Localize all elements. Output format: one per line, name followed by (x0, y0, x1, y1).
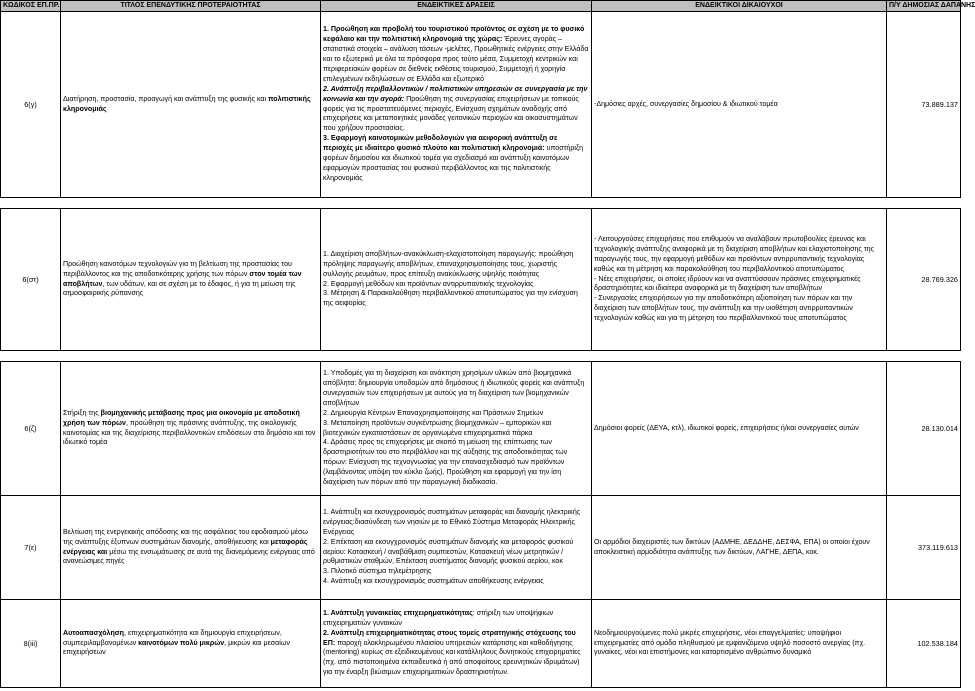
table-row (1, 362, 961, 496)
row-amount: 28.130.014 (887, 362, 961, 496)
row-actions: 1. Ανάπτυξη και εκσυγχρονισμός συστημάτων μεταφοράς και διανομής ηλεκτρικής ενέργειας:διασύνδεση των νησιών με το Εθνικό Σύστημα Μεταφοράς Ηλεκτρικής Ενέργειας 2. Επέκταση και εκσυγχρονισμός συστημάτων διανομής και μεταφοράς φυσικού αερίου: Κατασκευή / αναβάθμιση συμπιεστών, Κατασκευή νέων μετρητικών / ρυθμιστικών σταθμών, Επέκταση συστήματος διανομής φυσικού αερίου, κοκ 3. Πιλοτικό σύστημα τηλεμέτρησης 4. Ανάπτυξη και εκσυγχρονισμός συστημάτων αποθήκευσης ενέργειας (321, 496, 592, 600)
header-code: ΚΩΔΙΚΟΣ ΕΠ.ΠΡ. (1, 1, 61, 12)
row-actions: 1. Διαχείριση αποβλήτων-ανακύκλωση-ελαχιστοποίηση παραγωγής: προώθηση πρόληψης παραγωγής αποβλήτων, επαναχρησιμοποίησης τους, χωριστής συλλογής ρευμάτων, προς επίτευξη ανακύκλωσης υψηλής ποιότητας 2. Εφαρμογή μεθόδων και προϊόντων αντιρρυπαντικής τεχνολογίας 3. Μέτρηση & Παρακολούθηση περιβαλλοντικού αποτυπώματος για την ενίσχυση της αειφορίας (321, 209, 592, 351)
row-title: Βελτίωση της ενεργειακής απόδοσης και της ασφάλειας του εφοδιασμού μέσω της ανάπτυξης έξυπνων συστημάτων διανομής, αποθήκευσης και μεταφοράς ενέργειας και μέσω της ενσωμάτωσης σε αυτά της διανεμόμενης ενέργειας από ανανεώσιμες πηγές (61, 496, 321, 600)
row-code: 8(iii) (1, 600, 61, 688)
table-row (1, 496, 961, 600)
row-actions: 1. Υποδομές για τη διαχείριση και ανάκτηση χρησίμων υλικών από βιομηχανικά απόβλητα: δημιουργία υποδομών από δημόσιους ή ιδιωτικούς φορείς και ανάπτυξη συνεργασιών των επιχειρήσεων με αυτούς για τη διαχείριση των βιομηχανικών αποβλήτων 2. Δημιουργία Κέντρων Επαναχρησιμοποίησης και Πράσινων Σημείων 3. Μεταποίηση προϊόντων συγκέντρωσης βιομηχανικών – εμπορικών και βιοτεχνικών εγκαταστάσεων σε οργανωμένα επιχειρηματικά πάρκα 4. Δράσεις προς τις επιχειρήσεις με σκοπό τη μείωση της επίπτωσης των δραστηριοτήτων του στο περιβάλλον και της αύξησης της αποδοτικότητας των πόρων: Ενίσχυση της τεχνογνωσίας για την επανασχεδιασμό των προϊόντων (λαμβάνοντας υπόψη τον κύκλο ζωής), Προώθηση και εφαρμογή για την ίση διαχείριση των πόρων από την παραγωγική διαδικασία. (321, 362, 592, 496)
row-code: 6(γ) (1, 12, 61, 198)
header-priority: ΤΙΤΛΟΣ ΕΠΕΝΔΥΤΙΚΗΣ ΠΡΟΤΕΡΑΙΟΤΗΤΑΣ (61, 1, 321, 12)
row-title: Στήριξη της βιομηχανικής μετάβασης προς μια οικονομία με αποδοτική χρήση των πόρων, προώθηση της πράσινης ανάπτυξης, της οικολογικής καινοτομίας και της διαχείρισης περιβαλλοντικών επιδόσεων στο δημόσιο και τον ιδιωτικό τομέα (61, 362, 321, 496)
row-title: Αυτοαπασχόληση, επιχειρηματικότητα και δημιουργία επιχειρήσεων, συμπεριλαμβανομένων καινοτόμων πολύ μικρών, μικρών και μεσαίων επιχειρήσεων (61, 600, 321, 688)
row-spacer (1, 351, 961, 362)
row-beneficiaries: Νεοδημιουργούμενες πολύ μικρές επιχειρήσεις, νέοι επαγγελματίες: υποψήφιοι επιχειρηματίες από ομάδα πληθυσμού με εμφανιζόμενο υψηλό ποσοστό ανεργίας (πχ. γυναίκες, νέοι και επιστήμονες και καταρτισμένο ανθρώπινο δυναμικό (592, 600, 887, 688)
header-actions: ΕΝΔΕΙΚΤΙΚΕΣ ΔΡΑΣΕΙΣ (321, 1, 592, 12)
row-title: Προώθηση καινοτόμων τεχνολογιών για τη βελτίωση της προστασίας του περιβάλλοντος και της αποδοτικότερης χρήσης των πόρων στον τομέα των αποβλήτων, των υδάτων, και σε σχέση με το έδαφος, ή για τη μείωση της ατμοσφαιρικής ρύπανσης (61, 209, 321, 351)
table-row (1, 12, 961, 198)
row-code: 6(στ) (1, 209, 61, 351)
row-title: Διατήρηση, προστασία, προαγωγή και ανάπτυξη της φυσικής και πολιτιστικής κληρονομιάς (61, 12, 321, 198)
row-amount: 373.119.613 (887, 496, 961, 600)
row-beneficiaries: Οι αρμόδιοι διαχειριστές των δικτύων (ΑΔΜΗΕ, ΔΕΔΔΗΕ, ΔΕΣΦΑ, ΕΠΑ) οι οποίοι έχουν αποκλειστική αρμοδιότητα ανάπτυξης των δικτύων, ΛΑΓΗΕ, ΔΕΠΑ, κοκ. (592, 496, 887, 600)
header-row (1, 1, 961, 12)
row-amount: 73.889.137 (887, 12, 961, 198)
row-actions: 1. Ανάπτυξη γυναικείας επιχειρηματικότητας: στήριξη των υποψήφιων επιχειρηματιών γυναικών 2. Ανάπτυξη επιχειρηματικότητας στους τομείς στρατηγικής στόχευσης του ΕΠ: παροχή ολοκληρωμένου πλαισίου υπηρεσιών κατάρτισης και καθοδήγησης (mentoring) κυρίως σε εξειδικευμένους και κατάλληλους δυνητικούς επιχειρηματίες (πχ. από πιστοποιημένα εκπαιδευτικά ή από αποφοίτους ερευνητικών ιδρυμάτων) για την έναρξη βιώσιμων επιχειρηματικών δραστηριοτήτων. (321, 600, 592, 688)
row-beneficiaries: -Δημόσιες αρχές, συνεργασίες δημοσίου & ιδιωτικού τομέα (592, 12, 887, 198)
table-row (1, 209, 961, 351)
row-amount: 102.538.184 (887, 600, 961, 688)
row-beneficiaries: Δημόσιοι φορείς (ΔΕΥΑ, κτλ), ιδιωτικοί φορείς, επιχειρήσεις ή/και συνεργασίες αυτών (592, 362, 887, 496)
row-beneficiaries: - Λειτουργούσες επιχειρήσεις που επιθυμούν να αναλάβουν πρωτοβουλίες έρευνας και τεχνολογικής ανάπτυξης αναφορικά με τη διαχείριση αποβλήτων και ελαχιστοποίησης της παραγωγής τους, την εφαρμογή μεθόδων και προϊόντων αντιρρυπαντικής τεχνολογίας καθώς και τη μέτρηση και παρακολούθηση του περιβαλλοντικού αποτυπώματος - Νέες επιχειρήσεις, οι οποίες ιδρύουν και να αναπτύσσουν πράσινες επιχειρηματικές δραστηριότητες και ιδιαίτερα αναφορικά με τη διαχείριση των αποβλήτων - Συνεργασίες επιχειρήσεων για την αποδοτικότερη αξιοποίηση των πόρων και την διαχείριση των αποβλήτων τους, την ανάπτυξη και την υιοθέτηση αντιρρυπαντικών τεχνολογιών καθώς και για τη μέτρηση του περιβαλλοντικού τους αποτυπώματος (592, 209, 887, 351)
header-beneficiaries: ΕΝΔΕΙΚΤΙΚΟΙ ΔΙΚΑΙΟΥΧΟΙ (592, 1, 887, 12)
row-spacer (1, 198, 961, 209)
header-spending: Π/Υ ΔΗΜΟΣΙΑΣ ΔΑΠΑΝΗΣ (887, 1, 961, 12)
row-actions: 1. Προώθηση και προβολή του τουριστικού προϊόντος σε σχέση με το φυσικό κεφάλαιο και την πολιτιστική κληρονομιά της χώρας: Έρευνες αγοράς – στατιστικά στοιχεία – ανάλυση τάσεων -μελέτες, Προωθητικές ενέργειες στην Ελλάδα και το εξωτερικό με όλα τα πρόσφορα προς τούτο μέσα, Συμμετοχή κεντρικών και περιφερειακών φορέων σε διεθνείς εκθέσεις τουρισμού, Συμμετοχή ή χορηγία επιλεγμένων εκδηλώσεων σε Ελλάδα και εξωτερικό 2. Ανάπτυξη περιβαλλοντικών / πολιτιστικών υπηρεσιών σε συνεργασία με την κοινωνία και την αγορά: Προώθηση της συνεργασίας επιχειρήσεων με τοπικούς φορείς για τις προστατευόμενες περιοχές, Ενίσχυση σχημάτων αναδοχής από επιχειρήσεις και μεταποιητικές μονάδες γειτονικών περιοχών και οικοσυστημάτων που χρήζουν προστασίας. 3. Εφαρμογή καινοτομικών μεθοδολογιών για αειφορική ανάπτυξη σε περιοχές με ιδιαίτερο φυσικό πλούτο και πολιτιστική κληρονομιά: υποστήριξη φορέων δημοσίου και ιδιωτικού τομέα για σχεδιασμό και ανάπτυξη καινοτόμων εφαρμογών προστασίας του φυσικού περιβάλλοντος και της πολιτιστικής κληρονομιάς (321, 12, 592, 198)
row-code: 7(ε) (1, 496, 61, 600)
row-amount: 28.769.326 (887, 209, 961, 351)
row-code: 6(ζ) (1, 362, 61, 496)
table-row (1, 600, 961, 688)
